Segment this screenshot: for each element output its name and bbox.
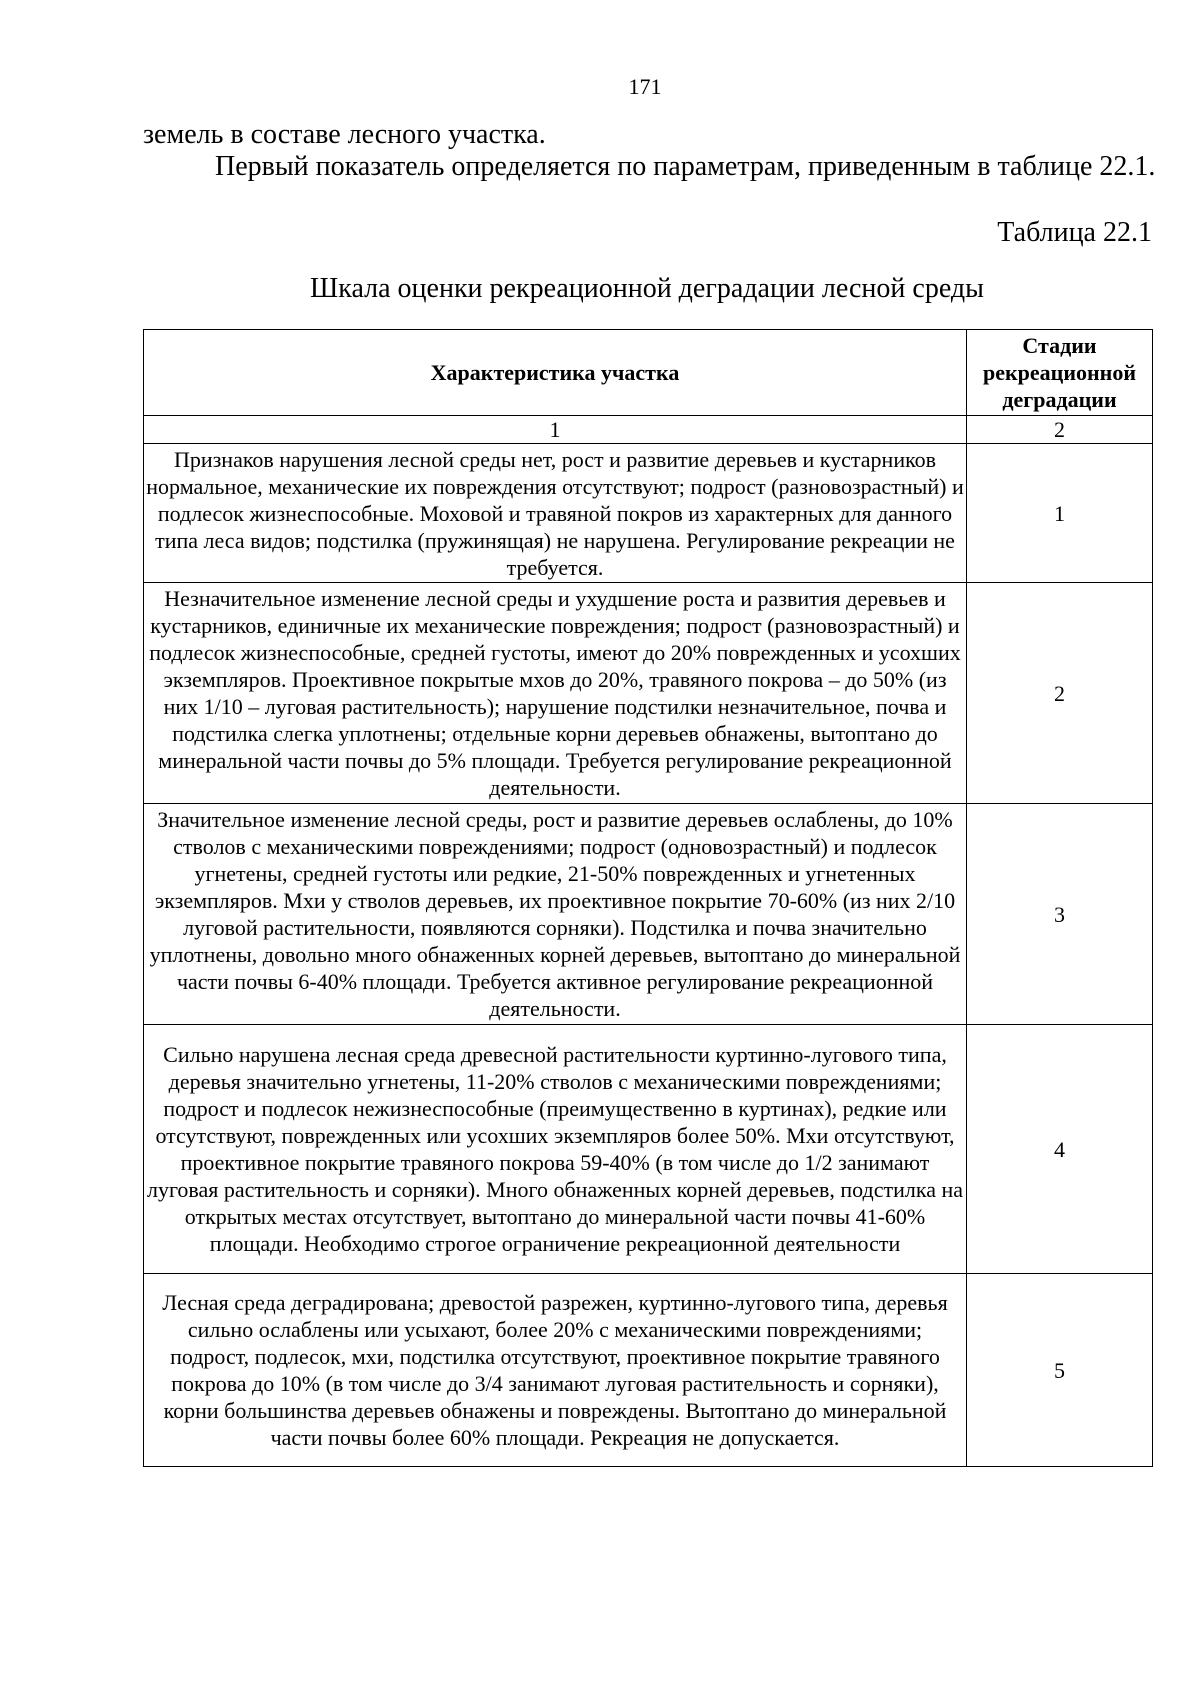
column-number-2: 2 xyxy=(967,416,1153,444)
row-stage: 1 xyxy=(967,444,1153,583)
column-number-row xyxy=(144,416,1153,444)
header-stage: Стадии рекреационной деградации xyxy=(967,330,1153,416)
header-characteristic: Характеристика участка xyxy=(144,330,967,416)
degradation-scale-table xyxy=(143,329,1153,1467)
table-row xyxy=(144,1274,1153,1467)
row-stage: 3 xyxy=(967,804,1153,1025)
table-row xyxy=(144,444,1153,583)
page-number: 171 xyxy=(628,74,662,99)
row-stage: 5 xyxy=(967,1274,1153,1467)
row-description: Лесная среда деградирована; древостой разрежен, куртинно-лугового типа, деревья сильно ослаблены или усыхают, более 20% с механическими повреждениями; подрост, подлесок, мхи, подстилка отсутствуют, проективное покрытие травяного покрова до 10% (в том числе до 3/4 занимают луговая растительность и сорняки), корни большинства деревьев обнажены и повреждены. Вытоптано до минеральной части почвы более 60% площади. Рекреация не допускается. xyxy=(144,1274,967,1467)
row-description: Незначительное изменение лесной среды и ухудшение роста и развития деревьев и кустарников, единичные их механические повреждения; подрост (разновозрастный) и подлесок жизнеспособные, средней густоты, имеют до 20% поврежденных и усохших экземпляров. Проективное покрытые мхов до 20%, травяного покрова – до 50% (из них 1/10 – луговая растительность); нарушение подстилки незначительное, почва и подстилка слегка уплотнены; отдельные корни деревьев обнажены, вытоптано до минеральной части почвы до 5% площади. Требуется регулирование рекреационной деятельности. xyxy=(144,583,967,804)
row-description: Признаков нарушения лесной среды нет, рост и развитие деревьев и кустарников нормальное, механические их повреждения отсутствуют; подрост (разновозрастный) и подлесок жизнеспособные. Моховой и травяной покров из характерных для данного типа леса видов; подстилка (пружинящая) не нарушена. Регулирование рекреации не требуется. xyxy=(144,444,967,583)
table-header-row xyxy=(144,330,1153,416)
row-stage: 2 xyxy=(967,583,1153,804)
table-label: Таблица 22.1 xyxy=(997,217,1152,248)
table-row xyxy=(144,804,1153,1025)
row-description: Сильно нарушена лесная среда древесной растительности куртинно-лугового типа, деревья значительно угнетены, 11-20% стволов с механическими повреждениями; подрост и подлесок нежизнеспособные (преимущественно в куртинах), редкие или отсутствуют, поврежденных или усохших экземпляров более 50%. Мхи отсутствуют, проективное покрытие травяного покрова 59-40% (в том числе до 1/2 занимают луговая растительность и сорняки). Много обнаженных корней деревьев, подстилка на открытых местах отсутствует, вытоптано до минеральной части почвы 41-60% площади. Необходимо строгое ограничение рекреационной деятельности xyxy=(144,1025,967,1274)
row-stage: 4 xyxy=(967,1025,1153,1274)
table-row xyxy=(144,583,1153,804)
table-row xyxy=(144,1025,1153,1274)
table-title: Шкала оценки рекреационной деградации лесной среды xyxy=(310,273,984,304)
row-description: Значительное изменение лесной среды, рост и развитие деревьев ослаблены, до 10% стволов с механическими повреждениями; подрост (одновозрастный) и подлесок угнетены, средней густоты или редкие, 21-50% поврежденных и угнетенных экземпляров. Мхи у стволов деревьев, их проективное покрытие 70-60% (из них 2/10 луговой растительности, появляются сорняки). Подстилка и почва значительно уплотнены, довольно много обнаженных корней деревьев, вытоптано до минеральной части почвы 6-40% площади. Требуется активное регулирование рекреационной деятельности. xyxy=(144,804,967,1025)
paragraph-line-2: Первый показатель определяется по параметрам, приведенным в таблице 22.1. xyxy=(215,151,1156,182)
column-number-1: 1 xyxy=(144,416,967,444)
paragraph-line-1: земель в составе лесного участка. xyxy=(143,119,546,150)
